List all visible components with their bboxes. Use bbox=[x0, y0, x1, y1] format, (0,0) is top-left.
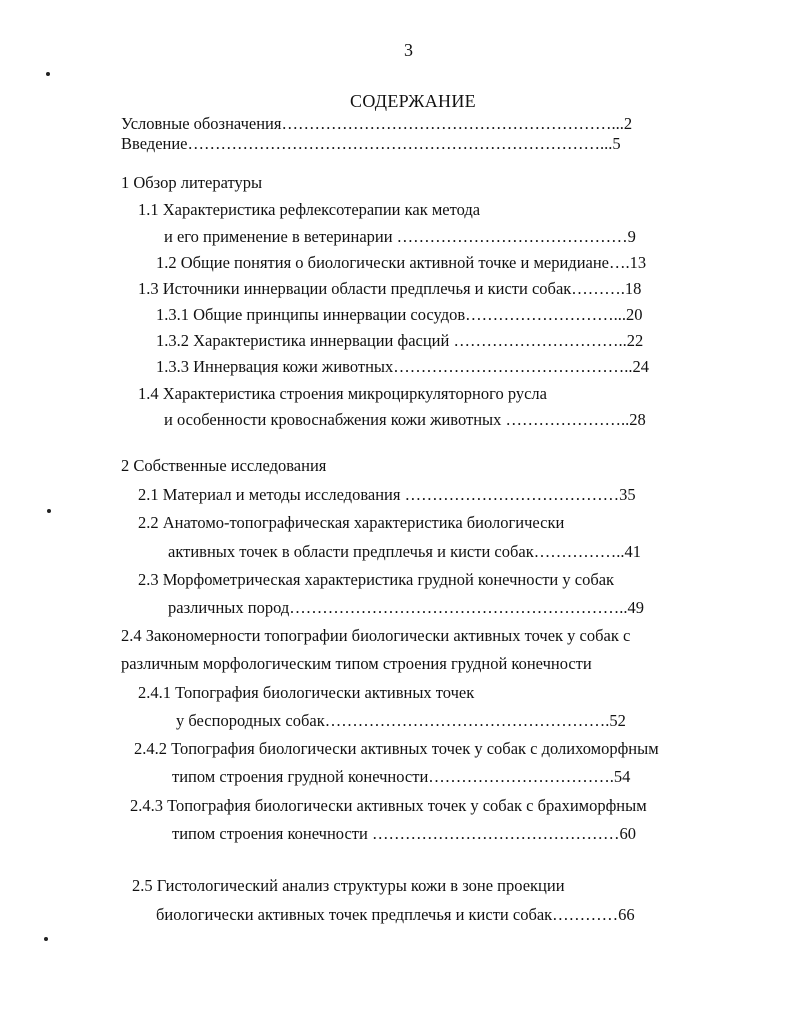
toc-entry: 1.3 Источники иннервации области предплечья и кисти собак……….18 bbox=[138, 279, 642, 298]
toc-entry: у беспородных собак…………………………………………….52 bbox=[176, 711, 626, 730]
toc-entry: 2.5 Гистологический анализ структуры кожи в зоне проекции bbox=[132, 876, 565, 895]
toc-entry: 1.2 Общие понятия о биологически активной точке и меридиане….13 bbox=[156, 253, 647, 272]
scan-speck bbox=[44, 937, 48, 941]
page-title: СОДЕРЖАНИЕ bbox=[350, 91, 476, 111]
toc-entry: 1.1 Характеристика рефлексотерапии как метода bbox=[138, 200, 481, 219]
toc-entry: 2.3 Морфометрическая характеристика грудной конечности у собак bbox=[138, 570, 615, 589]
toc-entry: Введение…………………………………………………………………...5 bbox=[121, 134, 621, 153]
scan-speck bbox=[46, 72, 50, 76]
toc-entry: Условные обозначения……………………………………………………...2 bbox=[121, 114, 633, 133]
toc-entry: 2.2 Анатомо-топографическая характеристика биологически bbox=[138, 513, 565, 532]
toc-entry: 1.4 Характеристика строения микроциркуляторного русла bbox=[138, 384, 547, 403]
toc-entry: 2.4.2 Топография биологически активных точек у собак с долихоморфным bbox=[134, 739, 659, 758]
toc-entry: и особенности кровоснабжения кожи животных …………………..28 bbox=[164, 410, 646, 429]
toc-section-heading: 2 Собственные исследования bbox=[121, 456, 327, 475]
toc-entry: 1.3.2 Характеристика иннервации фасций …………………………..22 bbox=[156, 331, 644, 350]
toc-entry: и его применение в ветеринарии ……………………………………9 bbox=[164, 227, 636, 246]
toc-entry: 2.4.3 Топография биологически активных точек у собак с брахиморфным bbox=[130, 796, 647, 815]
toc-entry: 1.3.3 Иннервация кожи животных……………………………………..24 bbox=[156, 357, 649, 376]
toc-entry: типом строения грудной конечности…………………………….54 bbox=[172, 767, 631, 786]
scan-speck bbox=[47, 509, 51, 513]
toc-entry: 2.4.1 Топография биологически активных точек bbox=[138, 683, 475, 702]
toc-entry: типом строения конечности ………………………………………60 bbox=[172, 824, 636, 843]
page-number: 3 bbox=[404, 40, 413, 60]
toc-entry: 1.3.1 Общие принципы иннервации сосудов………………………...20 bbox=[156, 305, 643, 324]
toc-entry: различным морфологическим типом строения грудной конечности bbox=[121, 654, 592, 673]
toc-entry: различных пород……………………………………………………..49 bbox=[168, 598, 644, 617]
toc-entry: биологически активных точек предплечья и кисти собак…………66 bbox=[156, 905, 635, 924]
toc-entry: 2.4 Закономерности топографии биологически активных точек у собак с bbox=[121, 626, 631, 645]
toc-section-heading: 1 Обзор литературы bbox=[121, 173, 263, 192]
toc-entry: 2.1 Материал и методы исследования …………………………………35 bbox=[138, 485, 636, 504]
toc-entry: активных точек в области предплечья и кисти собак……………..41 bbox=[168, 542, 641, 561]
